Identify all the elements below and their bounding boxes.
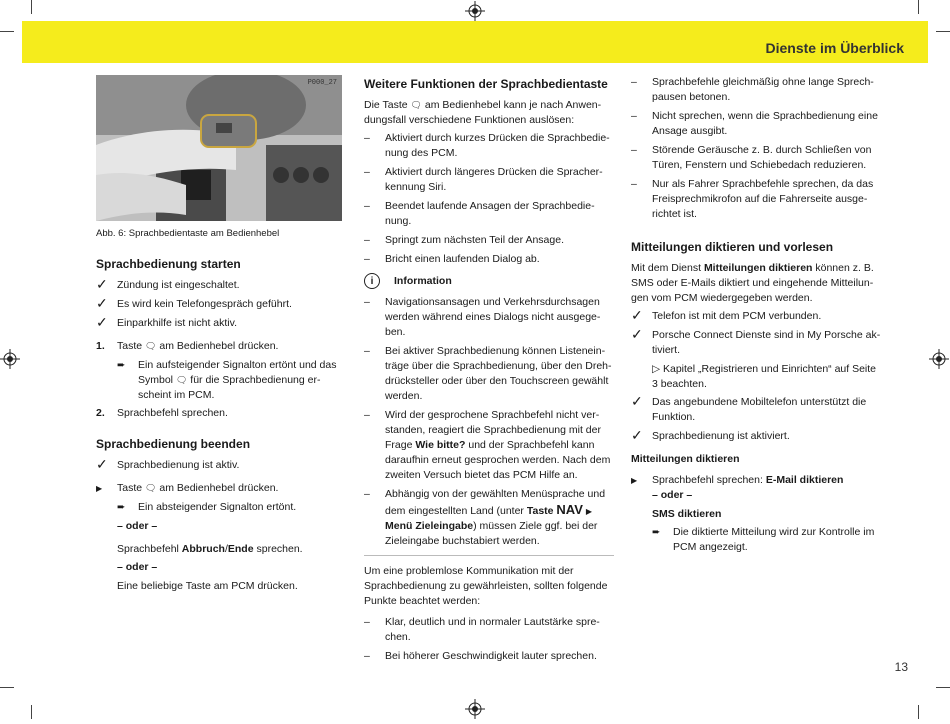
header-banner bbox=[22, 21, 928, 63]
voice-symbol-icon: 🗨 bbox=[175, 375, 188, 385]
tip-item: – Nicht sprechen, wenn die Sprachbedienung eine Ansage ausgibt. bbox=[631, 110, 878, 137]
function-item: – Springt zum nächsten Teil der Ansage. bbox=[364, 234, 564, 246]
tip-item: – Bei höherer Geschwindigkeit lauter sprechen. bbox=[364, 650, 597, 662]
heading-dictation: Mitteilungen diktieren und vorlesen bbox=[631, 240, 834, 254]
functions-intro: Die Taste 🗨 am Bedienhebel kann je nach Anwen-dungsfall verschiedene Funktionen auslösen: bbox=[364, 99, 602, 126]
column-middle bbox=[364, 75, 614, 668]
trim-mark bbox=[918, 705, 919, 719]
prerequisite-item: ✓ Sprachbedienung ist aktiv. bbox=[96, 456, 240, 472]
arrow-right-icon: ➨ bbox=[652, 527, 661, 538]
step-2: 2. Sprachbefehl sprechen. bbox=[96, 407, 228, 419]
page-number: 13 bbox=[894, 660, 908, 674]
or-separator: – oder – bbox=[117, 520, 158, 532]
triangle-right-icon: ▶ bbox=[585, 507, 592, 516]
tip-item: – Nur als Fahrer Sprachbefehle sprechen, da das Freisprechmikrofon auf die Fahrerseite ausge-richtet ist. bbox=[631, 178, 874, 220]
tip-item: – Sprachbefehle gleichmäßig ohne lange Sprech-pausen betonen. bbox=[631, 76, 874, 103]
prerequisite-item: ✓ Das angebundene Mobiltelefon unterstützt die Funktion. bbox=[631, 393, 867, 423]
triangle-bullet-icon: ▶ bbox=[631, 476, 638, 485]
tips-intro: Um eine problemlose Kommunikation mit der Sprachbedienung zu gewährleisten, sollten folgende Punkte beachtet werden: bbox=[364, 565, 608, 607]
function-item: – Beendet laufende Ansagen der Sprachbedie-nung. bbox=[364, 200, 595, 227]
heading-functions: Weitere Funktionen der Sprachbedientaste bbox=[364, 77, 608, 91]
sms-command: SMS diktieren bbox=[652, 508, 722, 520]
info-box-header: i Information bbox=[364, 273, 614, 289]
info-item: – Navigationsansagen und Verkehrsdurchsagen werden während eines Dialogs nicht ausgege-ben. bbox=[364, 296, 601, 338]
registration-mark-left bbox=[0, 349, 20, 369]
or-separator: – oder – bbox=[117, 561, 158, 573]
arrow-right-icon: ➨ bbox=[117, 502, 126, 513]
function-item: – Aktiviert durch kurzes Drücken die Sprachbedie-nung des PCM. bbox=[364, 132, 610, 159]
arrow-right-icon: ➨ bbox=[117, 360, 126, 371]
prerequisite-item: ✓ Porsche Connect Dienste sind in My Porsche ak-tiviert. bbox=[631, 326, 881, 356]
function-item: – Bricht einen laufenden Dialog ab. bbox=[364, 253, 540, 265]
info-item: – Bei aktiver Sprachbedienung können Listenein-träge über die Sprachbedienung, über den Dreh-drücksteller oder über den Touchscreen gewählt werden. bbox=[364, 345, 612, 402]
heading-end: Sprachbedienung beenden bbox=[96, 437, 251, 451]
section-title: Dienste im Überblick bbox=[765, 40, 904, 56]
dictation-result: ➨ Die diktierte Mitteilung wird zur Kontrolle im PCM angezeigt. bbox=[652, 526, 875, 553]
trim-mark bbox=[918, 0, 919, 14]
figure-caption: Abb. 6: Sprachbedientaste am Bedienhebel bbox=[96, 228, 280, 239]
prerequisite-item: ✓ Es wird kein Telefongespräch geführt. bbox=[96, 295, 292, 311]
subheading-dictation: Mitteilungen diktieren bbox=[631, 453, 740, 465]
end-step: ▶ Taste 🗨 am Bedienhebel drücken. bbox=[96, 482, 279, 494]
prerequisite-item: ✓ Telefon ist mit dem PCM verbunden. bbox=[631, 307, 822, 323]
end-step-result: ➨ Ein absteigender Signalton ertönt. bbox=[117, 501, 297, 513]
registration-mark-top bbox=[465, 1, 485, 21]
chapter-reference: ▷ Kapitel „Registrieren und Einrichten“ auf Seite 3 beachten. bbox=[652, 363, 877, 390]
voice-button-icon: 🗨 bbox=[410, 100, 422, 110]
step-1-result: ➨ Ein aufsteigender Signalton ertönt und das Symbol 🗨 für die Sprachbedienung er-scheint im PCM. bbox=[117, 359, 337, 401]
tip-item: – Störende Geräusche z. B. durch Schließen von Türen, Fenstern und Schiebedach reduzieren. bbox=[631, 144, 872, 171]
voice-button-icon: 🗨 bbox=[145, 483, 157, 493]
divider bbox=[364, 555, 614, 556]
column-right bbox=[631, 75, 881, 558]
heading-start: Sprachbedienung starten bbox=[96, 257, 241, 271]
prerequisite-item: ✓ Sprachbedienung ist aktiviert. bbox=[631, 427, 790, 443]
triangle-bullet-icon: ▶ bbox=[96, 484, 103, 493]
function-item: – Aktiviert durch längeres Drücken die Spracher-kennung Siri. bbox=[364, 166, 603, 193]
trim-mark bbox=[31, 705, 32, 719]
trim-mark bbox=[31, 0, 32, 14]
figure-steering-lever-photo bbox=[96, 75, 342, 221]
prerequisite-item: ✓ Zündung ist eingeschaltet. bbox=[96, 276, 240, 292]
tip-item: – Klar, deutlich und in normaler Lautstärke spre-chen. bbox=[364, 616, 600, 643]
voice-button-icon: 🗨 bbox=[145, 341, 157, 351]
registration-mark-right bbox=[929, 349, 949, 369]
or-separator: – oder – bbox=[652, 489, 693, 501]
any-key-text: Eine beliebige Taste am PCM drücken. bbox=[117, 580, 298, 592]
info-icon: i bbox=[364, 273, 380, 289]
trim-mark bbox=[936, 687, 950, 688]
dictation-step: ▶ Sprachbefehl sprechen: E-Mail diktieren bbox=[631, 474, 844, 486]
dictation-intro: Mit dem Dienst Mitteilungen diktieren können z. B. SMS oder E-Mails diktiert und eingehende Mitteilun-gen vom PCM wiedergegeben werden. bbox=[631, 262, 874, 304]
column-left bbox=[96, 75, 348, 597]
figure-label: P000_27 bbox=[307, 79, 337, 87]
step-1: 1. Taste 🗨 am Bedienhebel drücken. bbox=[96, 340, 279, 352]
trim-mark bbox=[0, 31, 14, 32]
trim-mark bbox=[0, 687, 14, 688]
cancel-command: Sprachbefehl Abbruch/Ende sprechen. bbox=[117, 543, 303, 555]
trim-mark bbox=[936, 31, 950, 32]
registration-mark-bottom bbox=[465, 699, 485, 719]
prerequisite-item: ✓ Einparkhilfe ist nicht aktiv. bbox=[96, 314, 238, 330]
nav-key-icon: NAV bbox=[556, 502, 583, 517]
info-item: – Wird der gesprochene Sprachbefehl nicht ver-standen, reagiert die Sprachbedienung mit der Frage Wie bitte? und der Sprachbefehl kann daraufhin erneut gesprochen werden. Nach dem zweiten Versuch bietet das PCM Hilfe an. bbox=[364, 409, 611, 481]
info-item: – Abhängig von der gewählten Menüsprache und dem eingestellten Land (unter Taste NAV ▶ Menü Zieleingabe) müssen Ziele ggf. bei der Zieleingabe buchstabiert werden. bbox=[364, 488, 606, 547]
